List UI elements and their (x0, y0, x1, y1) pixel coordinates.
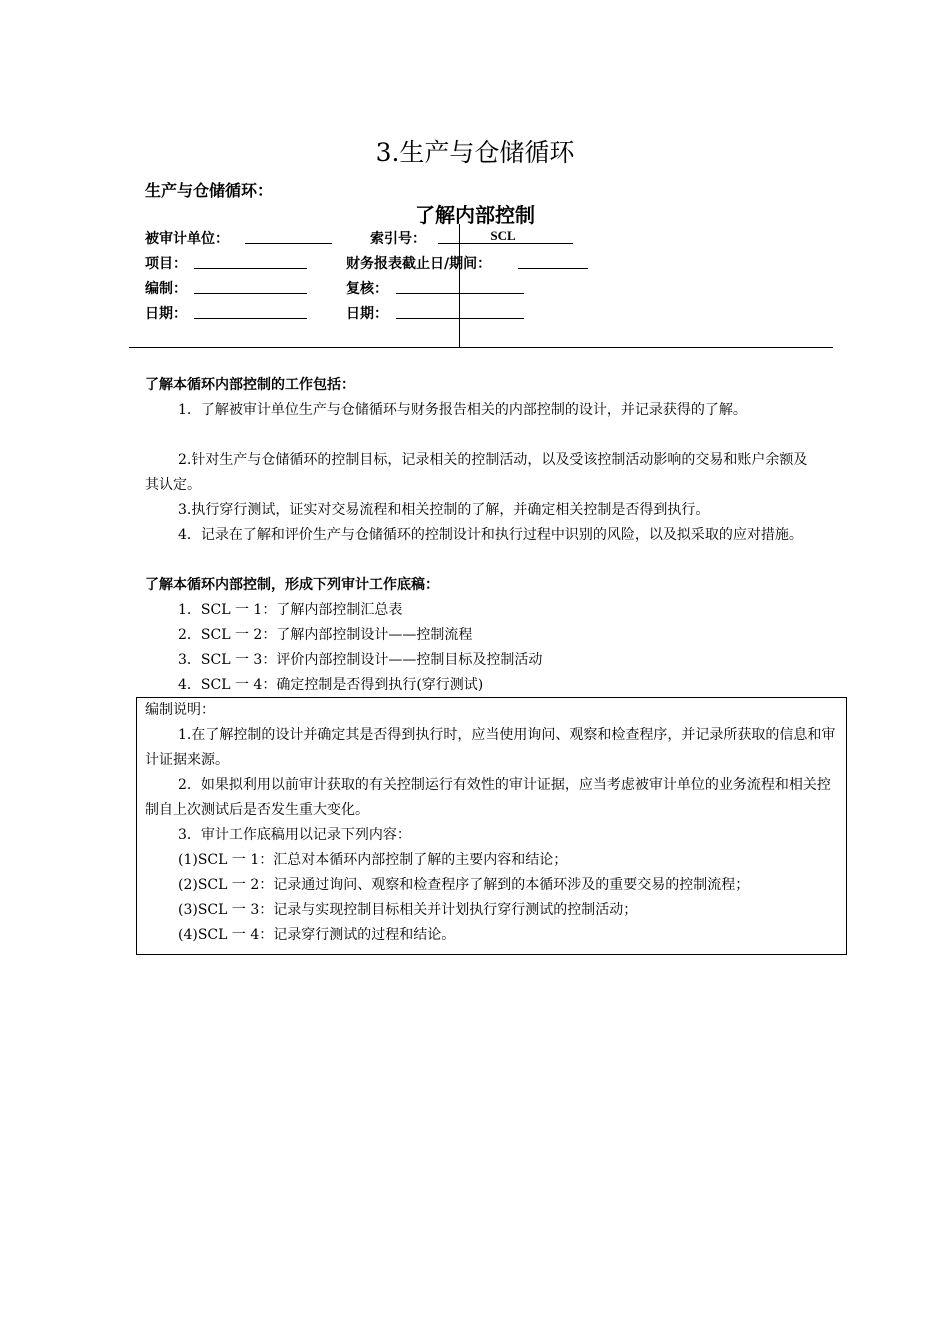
work-item-2: 2.针对生产与仓储循环的控制目标，记录相关的控制活动，以及受该控制活动影响的交易和账户余额及其认定。 (145, 452, 808, 493)
work-item-4: 4．记录在了解和评价生产与仓储循环的控制设计和执行过程中识别的风险，以及拟采取的应对措施。 (178, 527, 803, 543)
note-item-4: (1)SCL 一 1：汇总对本循环内部控制了解的主要内容和结论； (178, 852, 568, 868)
paper-item-4: 4．SCL 一 4：确定控制是否得到执行(穿行测试) (178, 677, 484, 693)
work-item-1: 1．了解被审计单位生产与仓储循环与财务报告相关的内部控制的设计，并记录获得的了解。 (178, 402, 747, 418)
date-label-right: 日期： (346, 306, 388, 322)
paper-item-1: 1．SCL 一 1：了解内部控制汇总表 (178, 602, 403, 618)
note-item-2: 2．如果拟利用以前审计获取的有关控制运行有效性的审计证据，应当考虑被审计单位的业务流程和相关控制自上次测试后是否发生重大变化。 (145, 777, 831, 818)
header-bottom-rule (129, 347, 833, 348)
paper-item-3: 3．SCL 一 3：评价内部控制设计——控制目标及控制活动 (178, 652, 543, 668)
preparation-notes-box (136, 697, 847, 955)
note-item-5: (2)SCL 一 2：记录通过询问、观察和检查程序了解到的本循环涉及的重要交易的控制流程； (178, 877, 750, 893)
date-field-right[interactable] (396, 318, 524, 319)
date-label-left: 日期： (145, 306, 187, 322)
work-heading: 了解本循环内部控制的工作包括： (145, 377, 355, 393)
note-item-1: 1.在了解控制的设计并确定其是否得到执行时，应当使用询问、观察和检查程序，并记录所获取的信息和审计证据来源。 (145, 727, 836, 768)
item-field[interactable] (194, 268, 307, 269)
prepared-field[interactable] (194, 293, 307, 294)
review-field[interactable] (396, 293, 524, 294)
note-item-3: 3．审计工作底稿用以记录下列内容： (178, 827, 411, 843)
form-title: 了解内部控制 (415, 203, 535, 227)
work-item-3: 3.执行穿行测试，证实对交易流程和相关控制的了解，并确定相关控制是否得到执行。 (178, 502, 710, 518)
header-vertical-divider (459, 224, 460, 348)
notes-heading: 编制说明： (145, 702, 215, 718)
note-item-7: (4)SCL 一 4：记录穿行测试的过程和结论。 (178, 927, 456, 943)
papers-heading: 了解本循环内部控制，形成下列审计工作底稿： (145, 577, 439, 593)
period-label: 财务报表截止日/期间： (346, 256, 492, 272)
date-field-left[interactable] (194, 318, 307, 319)
period-field[interactable] (518, 268, 588, 269)
paper-item-2: 2．SCL 一 2：了解内部控制设计——控制流程 (178, 627, 473, 643)
index-label: 索引号： (370, 231, 426, 247)
document-title: 3.生产与仓储循环 (375, 138, 575, 167)
item-label: 项目： (145, 256, 187, 272)
entity-label: 被审计单位： (145, 231, 229, 247)
section-label: 生产与仓储循环： (145, 181, 274, 200)
entity-field[interactable] (245, 243, 332, 244)
prepared-label: 编制： (145, 281, 187, 297)
note-item-6: (3)SCL 一 3：记录与实现控制目标相关并计划执行穿行测试的控制活动； (178, 902, 638, 918)
index-value: SCL (490, 228, 516, 243)
review-label: 复核： (346, 281, 388, 297)
